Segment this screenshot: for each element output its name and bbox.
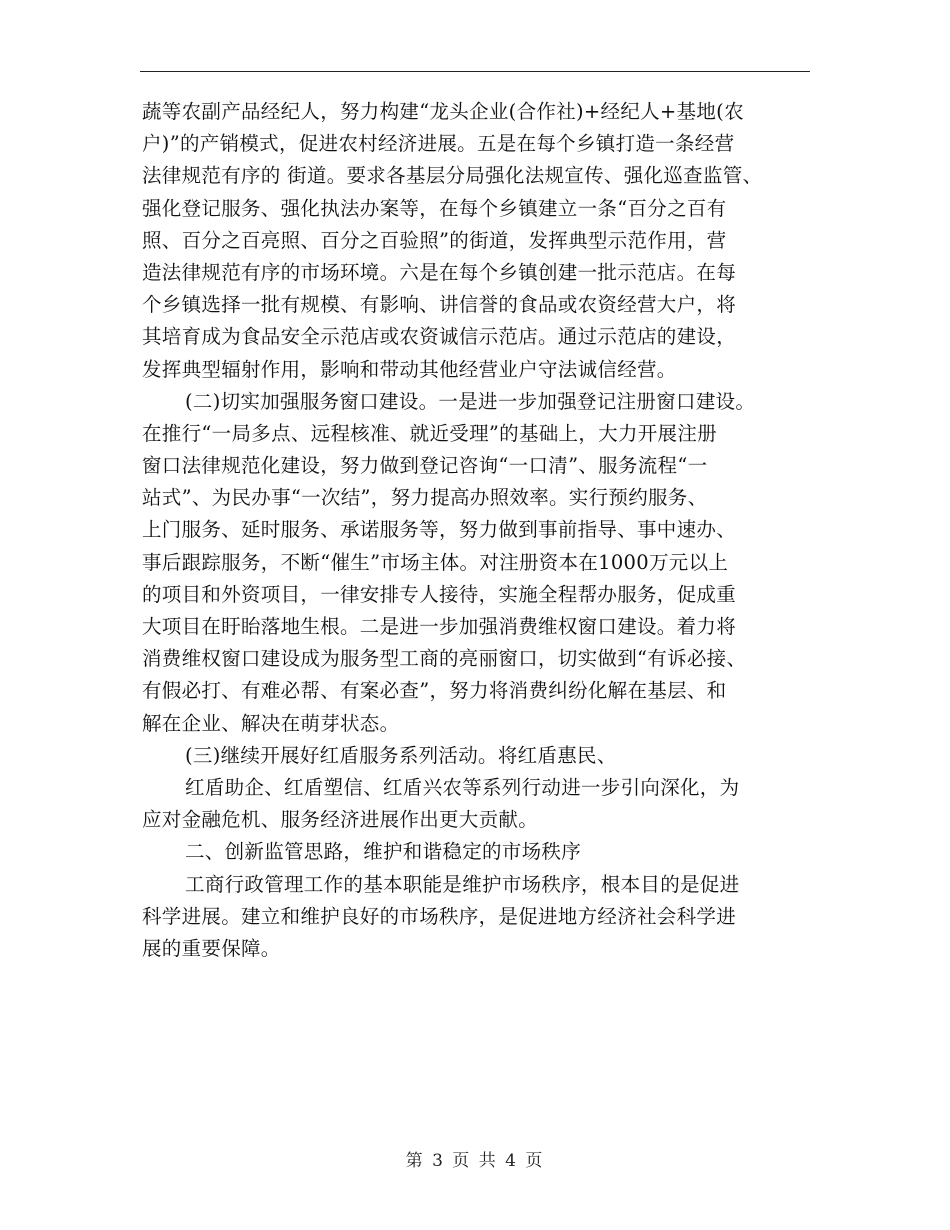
text-line: 上门服务、延时服务、承诺服务等，努力做到事前指导、事中速办、	[142, 518, 737, 542]
text-line: 其培育成为食品安全示范店或农资诚信示范店。通过示范店的建设，	[142, 325, 737, 349]
text-line: 照、百分之百亮照、百分之百验照”的街道，发挥典型示范作用，营	[142, 228, 727, 252]
paragraph-start-line: (三)继续开展好红盾服务系列活动。将红盾惠民、	[185, 743, 617, 767]
text-line: 户)”的产销模式，促进农村经济进展。五是在每个乡镇打造一条经营	[142, 132, 735, 156]
paragraph-start-line: (二)切实加强服务窗口建设。一是进一步加强登记注册窗口建设。	[185, 389, 756, 413]
text-line: 的项目和外资项目，一律安排专人接待，实施全程帮办服务，促成重	[142, 582, 737, 606]
text-line: 法律规范有序的 街道。要求各基层分局强化法规宣传、强化巡查监管、	[142, 164, 763, 188]
text-line: 个乡镇选择一批有规模、有影响、讲信誉的食品或农资经营大户，将	[142, 293, 737, 317]
text-line: 强化登记服务、强化执法办案等，在每个乡镇建立一条“百分之百有	[142, 196, 727, 220]
body-text	[142, 96, 822, 965]
text-line: 发挥典型辐射作用，影响和带动其他经营业户守法诚信经营。	[142, 357, 677, 381]
text-line: 事后跟踪服务，不断“催生”市场主体。对注册资本在1000万元以上	[142, 550, 729, 574]
text-line: 展的重要保障。	[142, 936, 281, 960]
text-line: 解在企业、解决在萌芽状态。	[142, 711, 400, 735]
text-line: 消费维权窗口建设成为服务型工商的亮丽窗口，切实做到“有诉必接、	[142, 647, 747, 671]
header-rule	[140, 71, 810, 72]
paragraph-start-line: 工商行政管理工作的基本职能是维护市场秩序，根本目的是促进	[185, 872, 740, 896]
text-line: 造法律规范有序的市场环境。六是在每个乡镇创建一批示范店。在每	[142, 260, 737, 284]
text-line: 蔬等农副产品经纪人，努力构建“龙头企业(合作社)+经纪人+基地(农	[142, 100, 744, 123]
text-line: 红盾助企、红盾塑信、红盾兴农等系列行动进一步引向深化，为	[185, 775, 740, 799]
page-footer: 第 3 页 共 4 页	[405, 1151, 545, 1171]
text-line: 科学进展。建立和维护良好的市场秩序，是促进地方经济社会科学进	[142, 904, 737, 928]
text-line: 窗口法律规范化建设，努力做到登记咨询“一口清”、服务流程“一	[142, 454, 708, 478]
text-line: 在推行“一局多点、远程核准、就近受理”的基础上，大力开展注册	[142, 421, 717, 445]
text-line: 有假必打、有难必帮、有案必查”，努力将消费纠纷化解在基层、和	[142, 679, 727, 703]
text-line: 应对金融危机、服务经济进展作出更大贡献。	[142, 808, 539, 832]
text-line: 大项目在盱眙落地生根。二是进一步加强消费维权窗口建设。着力将	[142, 615, 737, 638]
text-line: 站式”、为民办事“一次结”，努力提高办照效率。实行预约服务、	[142, 486, 708, 510]
section-heading: 二、创新监管思路，维护和谐稳定的市场秩序	[185, 840, 582, 864]
